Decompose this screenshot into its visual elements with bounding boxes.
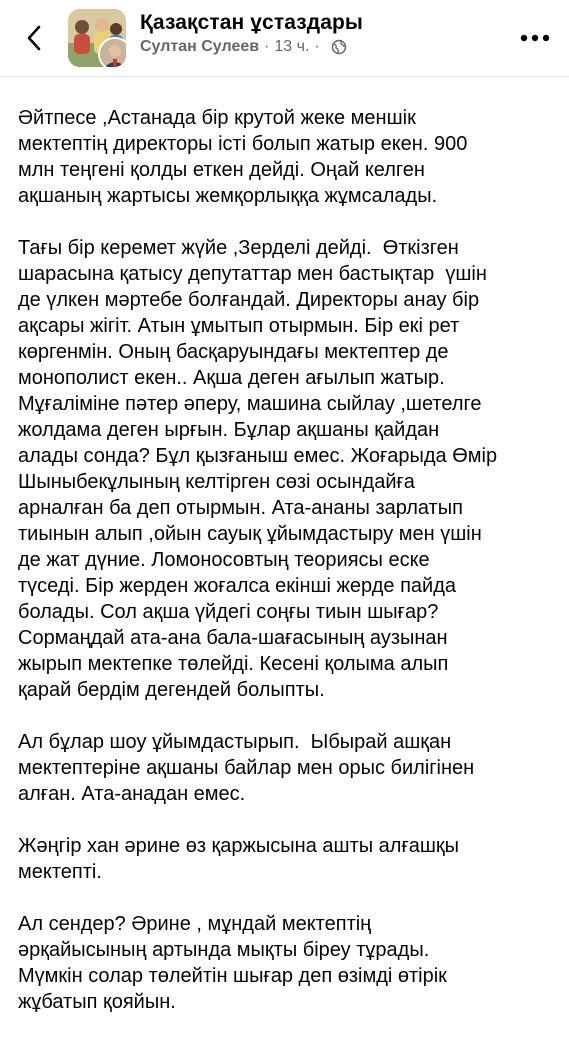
meta-separator: · xyxy=(264,38,270,55)
post-paragraph-5: Ал сендер? Әрине , мұндай мектептің әрқайысының артында мықты біреу тұрады. Мүмкін солар төлейтін шығар деп өзімді өтірік жұбатып қояйын. xyxy=(18,913,447,1013)
meta-separator-2: · xyxy=(314,38,320,55)
post-paragraph-4: Жәңгір хан әрине өз қаржысына ашты алғашқы мектепті. xyxy=(18,835,460,883)
more-options-button[interactable] xyxy=(517,24,553,52)
post-paragraph-2: Тағы бір керемет жүйе ,Зерделі дейді. Өткізген шарасына қатысу депутаттар мен бастықтар үшін де үлкен мәртебе болғандай. Директоры анау бір ақсары жігіт. Атын ұмытып отырмын. Бір екі рет көргенмін. Оның басқаруындағы мектептер де монополист екен.. Ақша деген ағылып жатыр. Мұғаліміне пәтер әперу, машина сыйлау ,шетелге жолдама деген ырғын. Бұлар ақшаны қайдан алады сонда? Бұл қызғаныш емес. Жоғарыда Өмір Шыныбекұлының келтірген сөзі осындайға арналған ба деп отырмын. Ата-ананы зарлатып тиынын алып ,ойын сауық ұйымдастыру мен үшін де жат дүние. Ломоносовтың теориясы еске түседі. Бір жерден жоғалса екінші жерде пайда болады. Сол ақша үйдегі соңғы тиын шығар? Сормаңдай ата-ана бала-шағасының аузынан жырып мектепке төлейді. Кесені қолыма алып қарай бердім дегендей болыпты. xyxy=(18,237,498,701)
author-name[interactable]: Султан Сулеев xyxy=(140,38,260,55)
chevron-left-icon xyxy=(26,24,42,52)
more-horizontal-icon xyxy=(520,34,550,42)
post-header xyxy=(0,0,569,77)
post-meta xyxy=(140,38,347,56)
group-name[interactable]: Қазақстан ұстаздары xyxy=(140,11,363,34)
post-text xyxy=(18,105,558,1041)
back-button[interactable] xyxy=(14,18,54,58)
group-avatar[interactable] xyxy=(68,9,126,67)
post-paragraph-1: Әйтпесе ,Астанада бір крутой жеке меншік мектептің директоры істі болып жатыр екен. 900 млн теңгені қолды еткен дейді. Оңай келген ақшаның жартысы жемқорлыққа жұмсалады. xyxy=(18,107,468,207)
globe-icon xyxy=(331,39,347,55)
post-time[interactable]: 13 ч. xyxy=(274,38,310,55)
post-paragraph-3: Ал бұлар шоу ұйымдастырып. Ыбырай ашқан мектептеріне ақшаны байлар мен орыс билігінен алған. Ата-анадан емес. xyxy=(18,731,475,805)
author-avatar[interactable] xyxy=(98,37,126,67)
